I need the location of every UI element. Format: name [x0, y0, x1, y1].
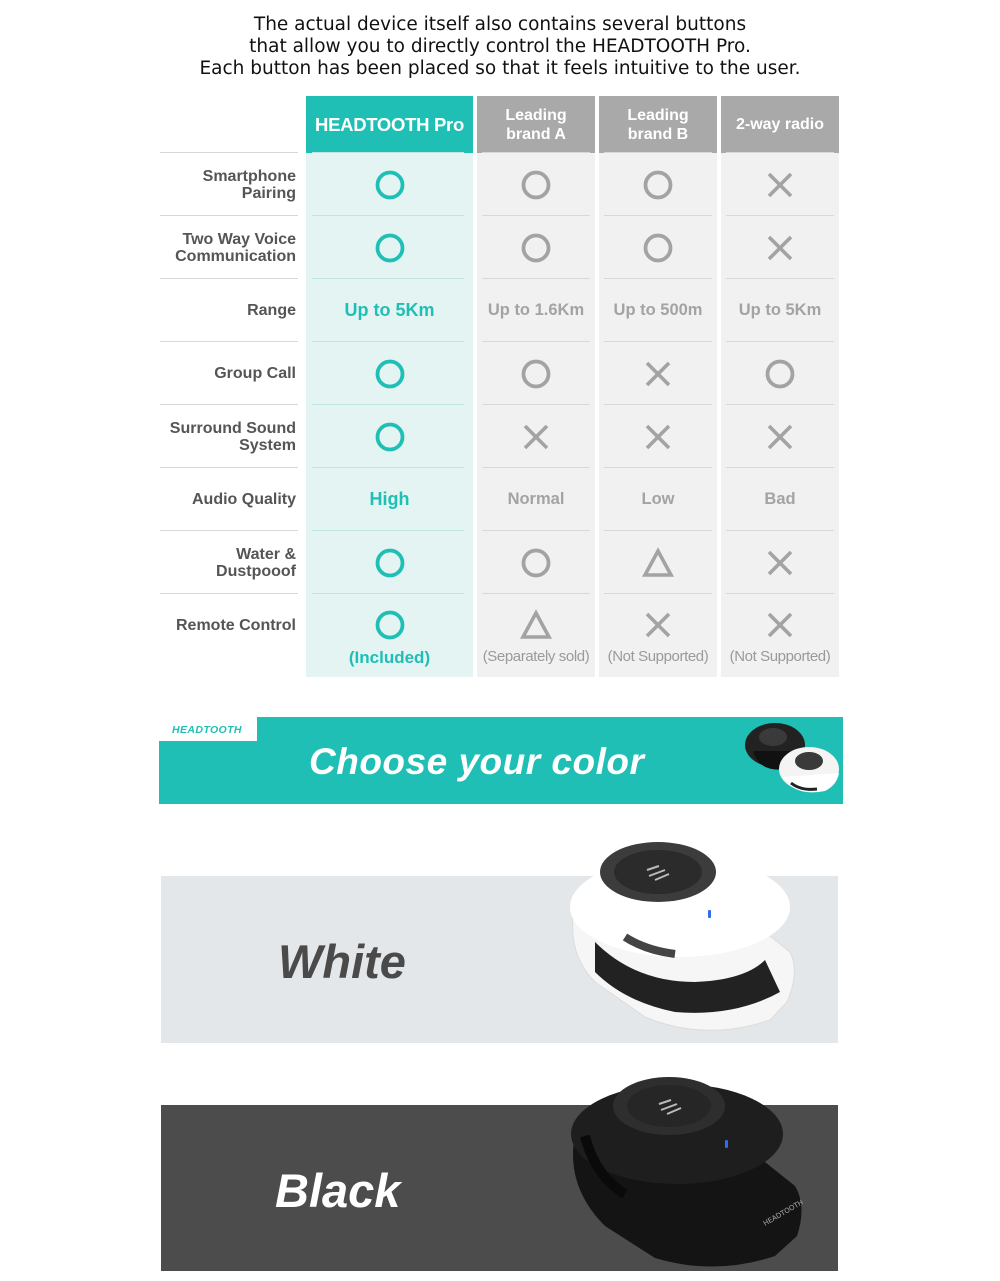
column-header: [477, 96, 595, 153]
banner-title: Choose your color: [309, 741, 645, 782]
row-label: [160, 405, 296, 468]
row-label-text: Remote Control: [176, 617, 296, 634]
row-label: [160, 279, 296, 342]
table-cell: [599, 279, 717, 342]
cross-icon: [519, 420, 553, 454]
cell-value: Up to 1.6Km: [487, 301, 585, 319]
table-cell: [477, 594, 595, 677]
banner-brand-logo: HEADTOOTH: [172, 724, 242, 736]
table-cell: [477, 342, 595, 405]
column-header-text: brand A: [506, 125, 566, 143]
row-label-text: Range: [247, 302, 296, 319]
table-cell: [721, 405, 839, 468]
intro-line-2: that allow you to directly control the HEADTOOTH Pro.: [249, 36, 751, 57]
row-label-text: Water &: [236, 545, 296, 563]
table-cell: [306, 153, 473, 216]
table-cell: [721, 531, 839, 594]
cell-value: Up to 5Km: [738, 301, 822, 319]
intro-line-1: The actual device itself also contains several buttons: [253, 14, 747, 35]
black-label: Black: [275, 1164, 401, 1217]
cross-icon: [763, 231, 797, 265]
row-label: [160, 153, 296, 216]
table-cell: [599, 216, 717, 279]
cell-value: Up to 500m: [613, 301, 703, 319]
table-cell: [721, 279, 839, 342]
intro-text: [0, 14, 1000, 80]
cross-icon: [763, 168, 797, 202]
table-cell: [306, 405, 473, 468]
row-label-text: Two Way Voice: [182, 230, 296, 248]
column-header-text: Leading: [627, 106, 689, 124]
cross-icon: [763, 420, 797, 454]
table-cell: [721, 153, 839, 216]
circle-icon: [373, 546, 407, 580]
table-cell: [721, 216, 839, 279]
table-cell: [306, 531, 473, 594]
circle-icon: [519, 546, 553, 580]
table-cell: [306, 468, 473, 531]
cell-value: Low: [641, 490, 675, 508]
column-header-text: Leading: [505, 106, 567, 124]
table-cell: [477, 216, 595, 279]
black-device-image: [565, 1076, 820, 1271]
cell-note: (Not Supported): [729, 648, 831, 665]
circle-icon: [641, 168, 675, 202]
row-label-text: Group Call: [214, 365, 296, 382]
circle-icon: [373, 168, 407, 202]
circle-icon: [373, 608, 407, 642]
cell-note: (Separately sold): [482, 648, 590, 665]
circle-icon: [373, 420, 407, 454]
cross-icon: [763, 546, 797, 580]
banner-brand-tab: [159, 717, 257, 741]
table-cell: [721, 342, 839, 405]
cross-icon: [641, 420, 675, 454]
cross-icon: [641, 357, 675, 391]
column-header-text: HEADTOOTH Pro: [315, 114, 464, 135]
white-label: White: [278, 935, 406, 988]
circle-icon: [763, 357, 797, 391]
table-cell: [721, 468, 839, 531]
table-cell: [599, 594, 717, 677]
cross-icon: [641, 608, 675, 642]
circle-icon: [519, 231, 553, 265]
row-label: [160, 531, 296, 594]
row-label: [160, 468, 296, 531]
circle-icon: [519, 357, 553, 391]
column-header-text: brand B: [627, 125, 689, 143]
circle-icon: [519, 168, 553, 202]
table-cell: [477, 153, 595, 216]
row-label: [160, 216, 296, 279]
cell-value: Up to 5Km: [344, 300, 435, 320]
cell-value: Normal: [507, 490, 565, 508]
column-header: [306, 96, 473, 153]
comparison-table: [160, 96, 840, 676]
circle-icon: [373, 231, 407, 265]
white-device-image: [555, 842, 825, 1032]
table-cell: [477, 468, 595, 531]
cell-note: (Not Supported): [607, 648, 709, 665]
intro-line-3: Each button has been placed so that it feels intuitive to the user.: [199, 58, 801, 79]
column-header-text: 2-way radio: [735, 116, 825, 133]
table-cell: [599, 153, 717, 216]
column-header: [721, 96, 839, 153]
table-cell: [599, 405, 717, 468]
row-label-text: Smartphone: [202, 167, 296, 185]
row-label-text: Audio Quality: [192, 491, 296, 508]
row-label-text: Surround Sound: [169, 419, 296, 437]
row-label-text: Communication: [175, 247, 296, 265]
row-label: [160, 594, 296, 657]
table-cell: [477, 405, 595, 468]
table-cell: [306, 216, 473, 279]
device-pair-image: [739, 711, 844, 801]
table-cell: [477, 279, 595, 342]
row-label-text: System: [239, 436, 296, 454]
table-cell: [599, 468, 717, 531]
svg-text:HEADTOOTH: HEADTOOTH: [762, 1198, 805, 1228]
row-label: [160, 342, 296, 405]
column-header: [599, 96, 717, 153]
triangle-icon: [641, 546, 675, 580]
table-cell: [306, 279, 473, 342]
table-cell: [306, 342, 473, 405]
table-cell: [599, 531, 717, 594]
circle-icon: [641, 231, 675, 265]
cell-value: High: [369, 489, 410, 509]
table-cell: [599, 342, 717, 405]
choose-color-banner: [159, 717, 843, 804]
cross-icon: [763, 608, 797, 642]
row-label-text: Pairing: [241, 184, 296, 202]
table-cell: [306, 594, 473, 677]
circle-icon: [373, 357, 407, 391]
cell-value: Bad: [764, 490, 796, 508]
table-cell: [721, 594, 839, 677]
table-cell: [477, 531, 595, 594]
triangle-icon: [519, 608, 553, 642]
row-label-text: Dustpooof: [216, 562, 296, 580]
cell-note: (Included): [348, 648, 431, 667]
